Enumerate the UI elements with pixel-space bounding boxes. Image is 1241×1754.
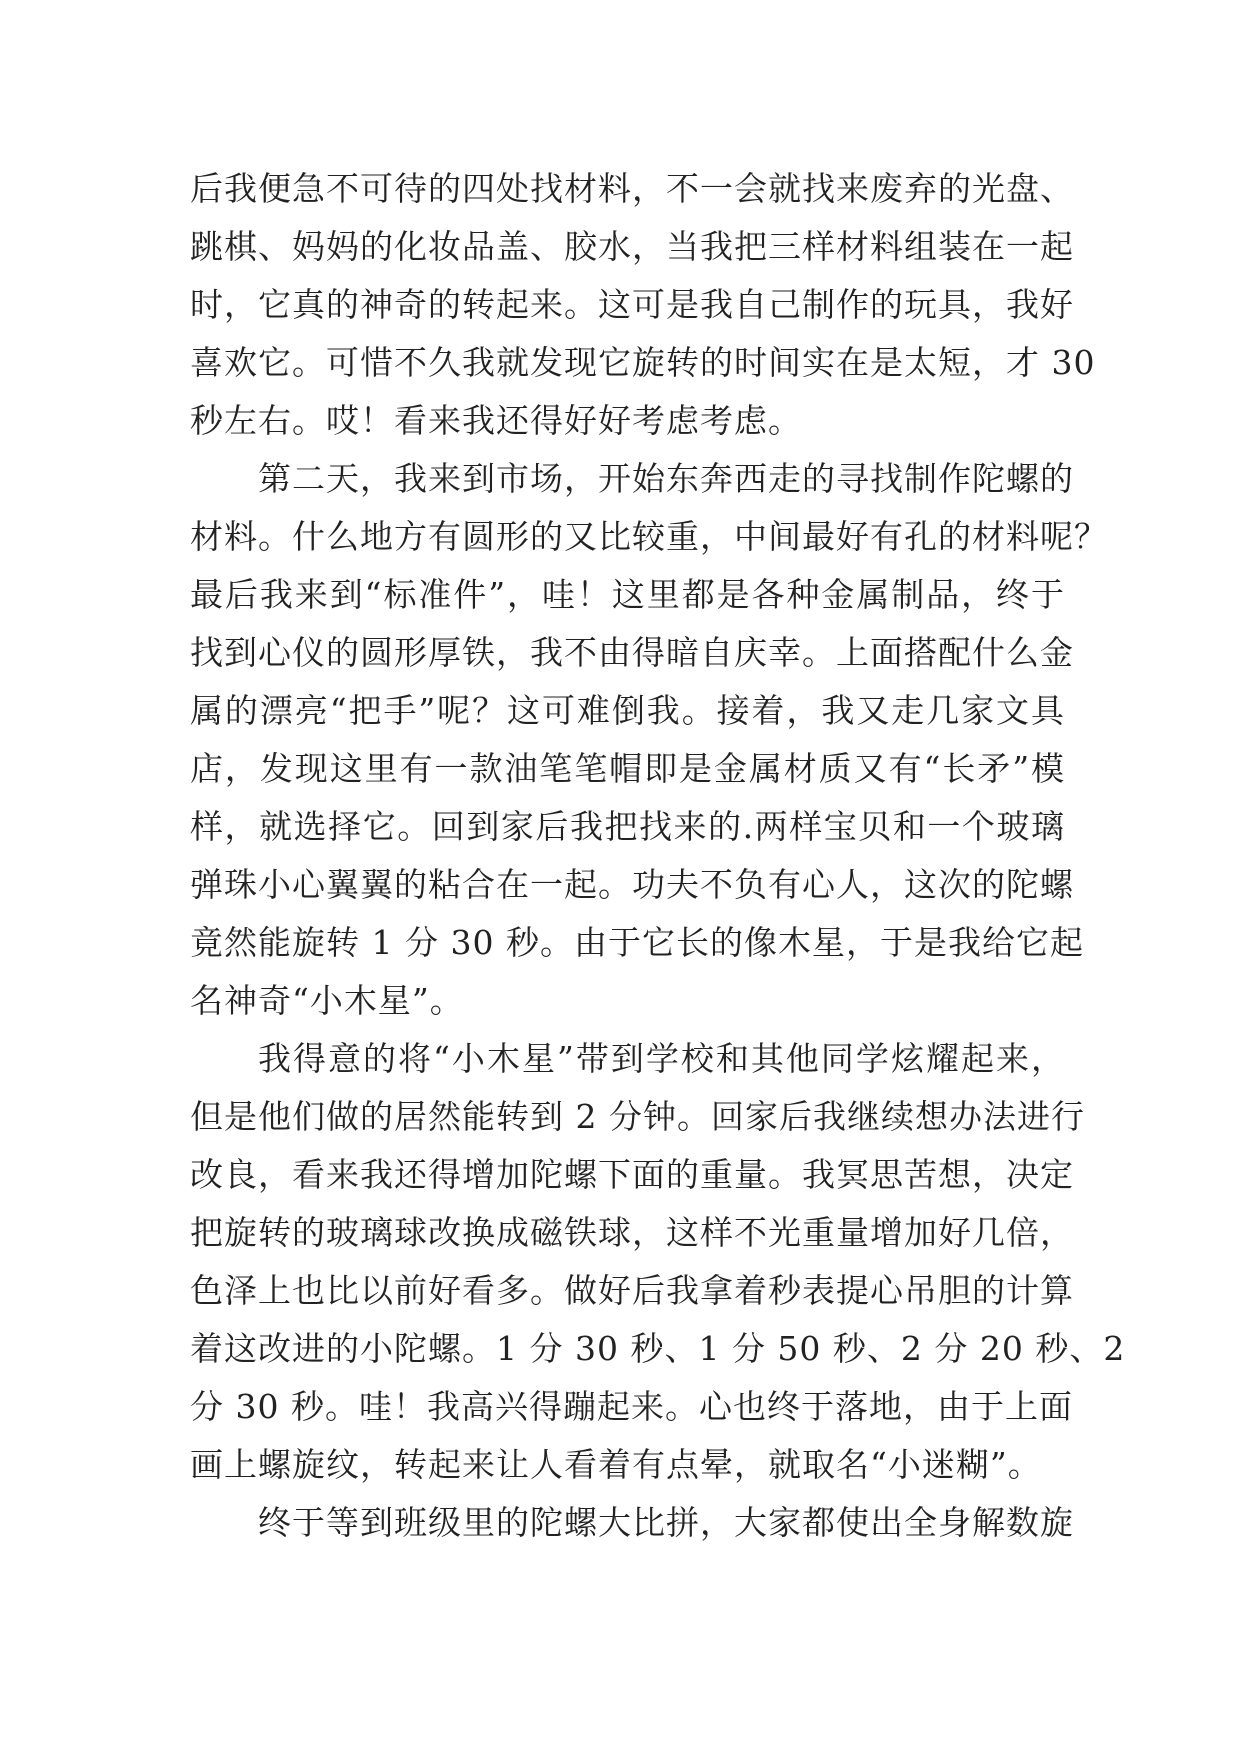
text-line: 找到心仪的圆形厚铁，我不由得暗自庆幸。上面搭配什么金 <box>190 633 1074 672</box>
text-line: 最后我来到“标准件”，哇！这里都是各种金属制品，终于 <box>190 575 1065 614</box>
text-line: 跳棋、妈妈的化妆品盖、胶水，当我把三样材料组装在一起 <box>190 227 1074 266</box>
text-line: 喜欢它。可惜不久我就发现它旋转的时间实在是太短，才 30 <box>190 343 1096 382</box>
text-line: 着这改进的小陀螺。1 分 30 秒、1 分 50 秒、2 分 20 秒、2 <box>190 1329 1126 1368</box>
paragraph-2 <box>190 450 1108 1030</box>
paragraph-3 <box>190 1030 1126 1494</box>
paragraph-4 <box>190 1494 1074 1552</box>
text-line: 后我便急不可待的四处找材料，不一会就找来废弃的光盘、 <box>190 169 1074 208</box>
text-line: 第二天，我来到市场，开始东奔西走的寻找制作陀螺的 <box>258 459 1074 498</box>
text-line: 时，它真的神奇的转起来。这可是我自己制作的玩具，我好 <box>190 285 1074 324</box>
text-line: 色泽上也比以前好看多。做好后我拿着秒表提心吊胆的计算 <box>190 1271 1074 1310</box>
text-line: 材料。什么地方有圆形的又比较重，中间最好有孔的材料呢？ <box>190 517 1108 556</box>
text-line: 分 30 秒。哇！我高兴得蹦起来。心也终于落地，由于上面 <box>190 1387 1073 1426</box>
text-line: 终于等到班级里的陀螺大比拼，大家都使出全身解数旋 <box>258 1503 1074 1542</box>
text-line: 竟然能旋转 1 分 30 秒。由于它长的像木星，于是我给它起 <box>190 923 1084 962</box>
text-line: 样，就选择它。回到家后我把找来的.两样宝贝和一个玻璃 <box>190 807 1065 846</box>
text-line: 但是他们做的居然能转到 2 分钟。回家后我继续想办法进行 <box>190 1097 1085 1136</box>
text-line: 秒左右。哎！看来我还得好好考虑考虑。 <box>190 401 802 440</box>
text-line: 属的漂亮“把手”呢？这可难倒我。接着，我又走几家文具 <box>190 691 1065 730</box>
text-line: 画上螺旋纹，转起来让人看着有点晕，就取名“小迷糊”。 <box>190 1445 1042 1484</box>
document-body <box>190 160 1126 1552</box>
text-line: 把旋转的玻璃球改换成磁铁球，这样不光重量增加好几倍， <box>190 1213 1074 1252</box>
paragraph-1 <box>190 160 1096 450</box>
text-line: 店，发现这里有一款油笔笔帽即是金属材质又有“长矛”模 <box>190 749 1065 788</box>
text-line: 名神奇“小木星”。 <box>190 981 464 1020</box>
text-line: 我得意的将“小木星”带到学校和其他同学炫耀起来， <box>258 1039 1065 1078</box>
text-line: 弹珠小心翼翼的粘合在一起。功夫不负有心人，这次的陀螺 <box>190 865 1074 904</box>
text-line: 改良，看来我还得增加陀螺下面的重量。我冥思苦想，决定 <box>190 1155 1074 1194</box>
